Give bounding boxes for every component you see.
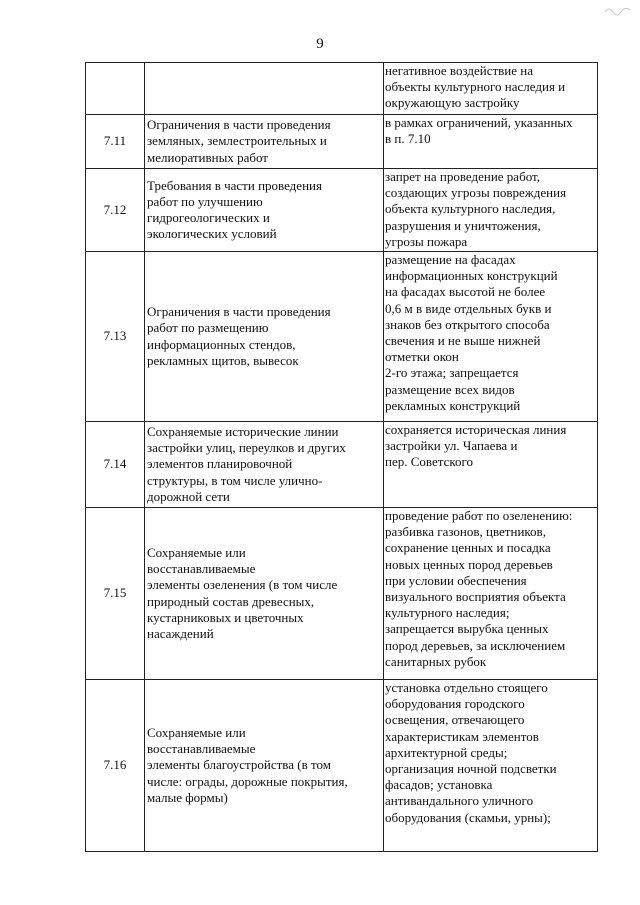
subject-line: Сохраняемые или <box>147 724 246 740</box>
subject-line: работ по размещению <box>147 320 269 336</box>
table-row <box>86 422 598 508</box>
value-line: на фасадах высотой не более <box>385 284 546 300</box>
value-line: отметки окон <box>385 349 459 365</box>
table-row <box>86 508 598 680</box>
value-line: разбивка газонов, цветников, <box>385 524 546 540</box>
value-line: организация ночной подсветки <box>385 761 557 777</box>
value-cell <box>384 169 598 252</box>
value-line: информационных конструкций <box>385 268 558 284</box>
regulations-table <box>85 62 598 852</box>
value-line: 2-го этажа; запрещается <box>385 365 519 381</box>
subject-line: Сохраняемые или <box>147 544 246 560</box>
value-line: объекта культурного наследия, <box>385 201 556 217</box>
table-row <box>86 169 598 252</box>
value-line: свечения и не выше нижней <box>385 333 541 349</box>
value-line: разрушения и уничтожения, <box>385 217 541 233</box>
table-row <box>86 252 598 422</box>
value-line: культурного наследия; <box>385 605 510 621</box>
value-cell <box>384 680 598 852</box>
subject-line: информационных стендов, <box>147 336 296 352</box>
value-line: в рамках ограничений, указанных <box>385 115 573 130</box>
subject-line: природный состав древесных, <box>147 593 315 609</box>
value-line: сохраняется историческая линия <box>385 422 567 437</box>
value-line: визуального восприятия объекта <box>385 589 566 605</box>
value-line: проведение работ по озеленению: <box>385 508 573 523</box>
subject-line: земляных, землестроительных и <box>147 133 327 149</box>
value-line: застройки ул. Чапаева и <box>385 438 518 454</box>
subject-line: мелиоративных работ <box>147 149 268 165</box>
subject-line: кустарниковых и цветочных <box>147 609 304 625</box>
subject-line: экологических условий <box>147 226 277 242</box>
row-number <box>86 63 145 115</box>
value-line: санитарных рубок <box>385 653 487 669</box>
subject-cell <box>145 422 384 508</box>
value-line: архитектурной среды; <box>385 744 508 760</box>
subject-line: гидрогеологических и <box>147 210 270 225</box>
value-line: установка отдельно стоящего <box>385 680 548 695</box>
row-number: 7.11 <box>86 115 145 169</box>
value-line: характеристикам элементов <box>385 728 539 744</box>
value-line: угрозы пожара <box>385 233 468 249</box>
row-number: 7.16 <box>86 680 145 852</box>
subject-line: дорожной сети <box>147 488 230 504</box>
corner-mark-icon <box>604 4 632 16</box>
value-line: пер. Советского <box>385 454 474 470</box>
subject-line: элементы озеленения (в том числе <box>147 577 338 593</box>
value-cell <box>384 422 598 508</box>
subject-cell <box>145 63 384 115</box>
subject-cell <box>145 115 384 169</box>
subject-line: Ограничения в части проведения <box>147 117 331 133</box>
subject-line: Требования в части проведения <box>147 177 322 193</box>
value-line: знаков без открытого способа <box>385 316 550 332</box>
table-row <box>86 63 598 115</box>
row-number: 7.15 <box>86 508 145 680</box>
value-line: при условии обеспечения <box>385 572 527 588</box>
subject-cell <box>145 680 384 852</box>
value-line: оборудования (скамьи, урны); <box>385 809 551 825</box>
value-cell <box>384 63 598 115</box>
value-line: объекты культурного наследия и <box>385 79 566 95</box>
value-line: фасадов; установка <box>385 777 493 793</box>
subject-line: восстанавливаемые <box>147 561 256 577</box>
row-number: 7.14 <box>86 422 145 508</box>
subject-line: насаждений <box>147 625 214 641</box>
value-line: негативное воздействие на <box>385 63 533 78</box>
value-cell <box>384 508 598 680</box>
subject-line: застройки улиц, переулков и других <box>147 440 346 456</box>
value-line: окружающую застройку <box>385 95 520 111</box>
row-number: 7.12 <box>86 169 145 252</box>
subject-line: числе: ограды, дорожные покрытия, <box>147 773 348 789</box>
value-line: 0,6 м в виде отдельных букв и <box>385 300 552 316</box>
subject-line: работ по улучшению <box>147 193 263 209</box>
value-line: новых ценных пород деревьев <box>385 556 553 572</box>
value-cell <box>384 252 598 422</box>
subject-cell <box>145 508 384 680</box>
subject-line: Сохраняемые исторические линии <box>147 423 339 439</box>
value-line: пород деревьев, за исключением <box>385 637 566 653</box>
subject-line: элементы благоустройства (в том <box>147 757 331 773</box>
value-line: оборудования городского <box>385 696 525 712</box>
table-row <box>86 115 598 169</box>
subject-line: рекламных щитов, вывесок <box>147 352 299 368</box>
value-line: размещение всех видов <box>385 381 515 397</box>
value-line: сохранение ценных и посадка <box>385 540 551 556</box>
value-line: освещения, отвечающего <box>385 712 525 728</box>
subject-line: структуры, в том числе улично- <box>147 472 323 488</box>
subject-line: восстанавливаемые <box>147 741 256 757</box>
value-line: в п. 7.10 <box>385 131 431 147</box>
value-line: запрет на проведение работ, <box>385 169 540 184</box>
value-line: рекламных конструкций <box>385 397 521 413</box>
value-line: антивандального уличного <box>385 793 534 809</box>
value-line: создающих угрозы повреждения <box>385 185 567 201</box>
subject-line: элементов планировочной <box>147 456 293 472</box>
subject-cell <box>145 252 384 422</box>
value-line: запрещается вырубка ценных <box>385 621 549 637</box>
value-cell <box>384 115 598 169</box>
row-number: 7.13 <box>86 252 145 422</box>
subject-line: малые формы) <box>147 789 228 805</box>
subject-cell <box>145 169 384 252</box>
subject-line: Ограничения в части проведения <box>147 304 331 320</box>
page-number: 9 <box>316 36 324 52</box>
table-row <box>86 680 598 852</box>
value-line: размещение на фасадах <box>385 252 516 267</box>
